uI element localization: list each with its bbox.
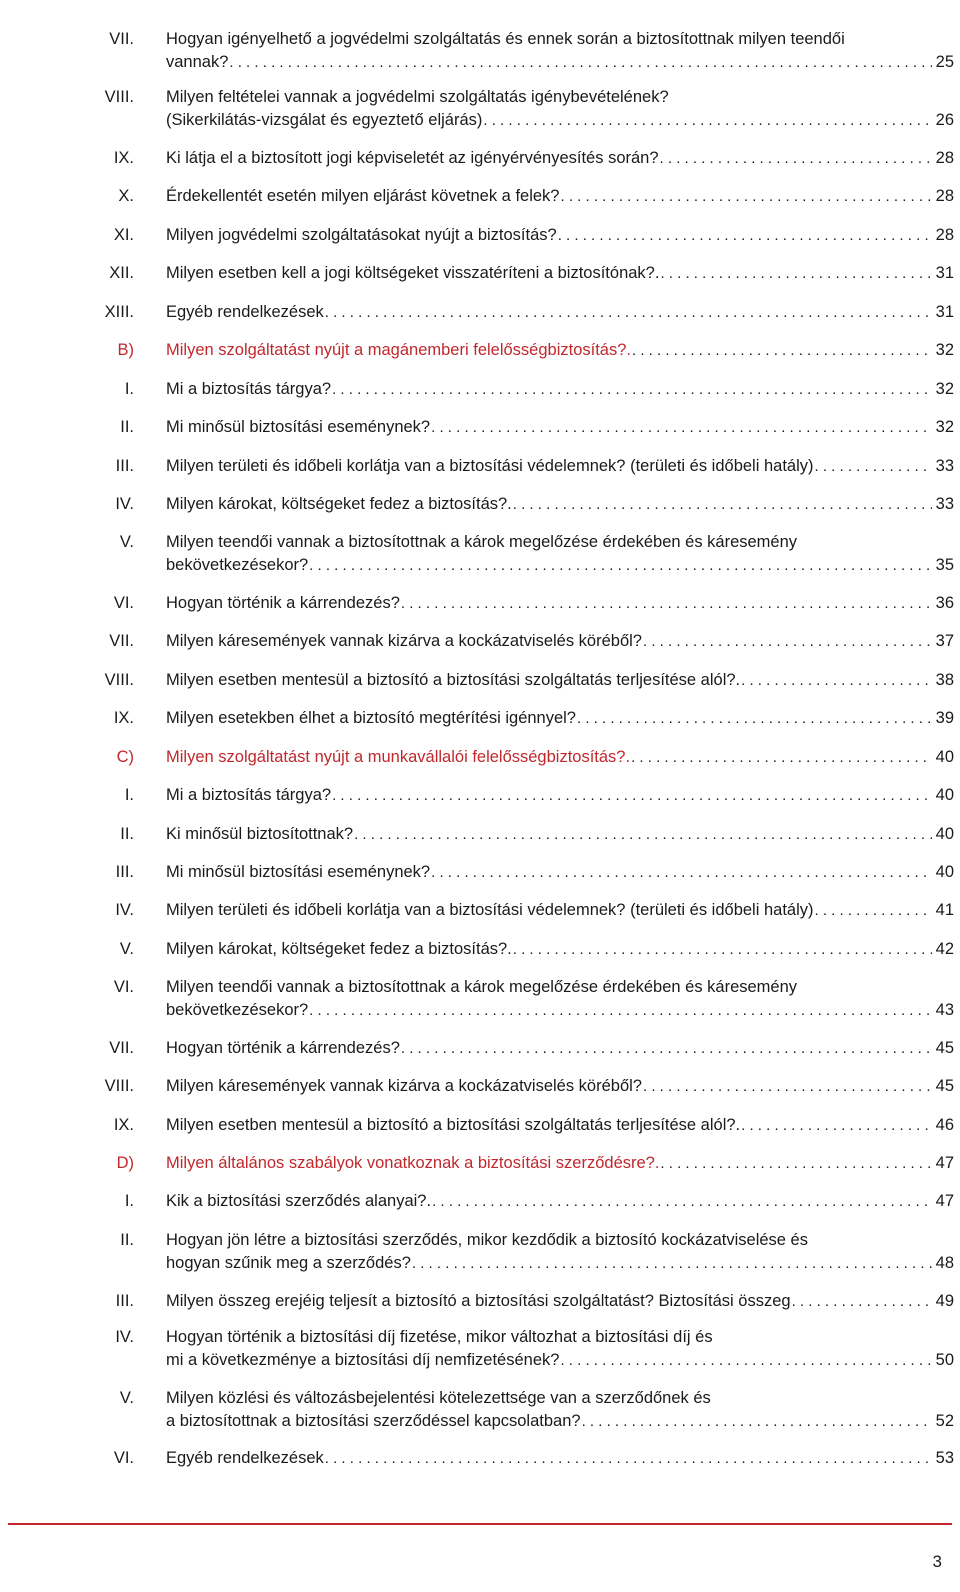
dot-leader bbox=[332, 784, 932, 807]
toc-entry-title: Mi a biztosítás tárgya? bbox=[166, 786, 332, 804]
toc-entry-body bbox=[166, 224, 954, 247]
toc-entry-line bbox=[166, 938, 954, 961]
dot-leader bbox=[632, 339, 932, 362]
dot-leader bbox=[401, 1037, 932, 1060]
toc-entry-line bbox=[166, 339, 954, 362]
toc-entry-body bbox=[166, 669, 954, 692]
toc-entry-page: 28 bbox=[935, 226, 954, 244]
dot-leader bbox=[432, 1190, 932, 1213]
toc-entry-page: 33 bbox=[935, 457, 954, 475]
toc-entry-line bbox=[166, 592, 954, 615]
toc-entry-line bbox=[166, 531, 954, 554]
toc-entry-line bbox=[166, 1229, 954, 1252]
toc-entry-title: Milyen esetekben élhet a biztosító megtérítési igénnyel? bbox=[166, 709, 576, 727]
toc-entry-body bbox=[166, 899, 954, 922]
toc-entry-number: IX. bbox=[113, 1116, 134, 1134]
toc-entry-page: 28 bbox=[935, 187, 954, 205]
toc-entry-page: 50 bbox=[935, 1351, 954, 1369]
toc-entry-number: V. bbox=[119, 533, 134, 551]
toc-entry-line bbox=[166, 1190, 954, 1213]
toc-entry-line bbox=[166, 224, 954, 247]
toc-entry-title: Egyéb rendelkezések bbox=[166, 1449, 324, 1467]
toc-entry-body bbox=[166, 1037, 954, 1060]
toc-entry-page: 28 bbox=[935, 149, 954, 167]
dot-leader bbox=[792, 1290, 932, 1313]
toc-entry-body bbox=[166, 493, 954, 516]
toc-entry-body bbox=[166, 746, 954, 769]
toc-entry-number: C) bbox=[116, 748, 134, 766]
dot-leader bbox=[741, 669, 932, 692]
toc-entry-title: mi a következménye a biztosítási díj nemfizetésének? bbox=[166, 1351, 560, 1369]
toc-entry-page: 45 bbox=[935, 1039, 954, 1057]
toc-entry-title: vannak? bbox=[166, 53, 229, 71]
toc-entry-title: Milyen káresemények vannak kizárva a kockázatviselés köréből? bbox=[166, 1077, 642, 1095]
toc-entry-number: XII. bbox=[109, 264, 134, 282]
toc-entry-line bbox=[166, 185, 954, 208]
toc-entry-line bbox=[166, 1114, 954, 1137]
toc-entry-page: 45 bbox=[935, 1077, 954, 1095]
toc-entry-title: bekövetkezésekor? bbox=[166, 556, 309, 574]
dot-leader bbox=[325, 1447, 932, 1470]
dot-leader bbox=[660, 1152, 931, 1175]
toc-entry-number: X. bbox=[118, 187, 134, 205]
dot-leader bbox=[660, 262, 931, 285]
toc-entry-line bbox=[166, 784, 954, 807]
toc-entry-line bbox=[166, 301, 954, 324]
dot-leader bbox=[431, 861, 932, 884]
dot-leader bbox=[483, 109, 931, 132]
toc-entry-body bbox=[166, 630, 954, 653]
toc-entry-title: Hogyan igényelhető a jogvédelmi szolgáltatás és ennek során a biztosítottnak milyen teendői bbox=[166, 30, 845, 48]
toc-entry-body bbox=[166, 86, 954, 132]
toc-entry-page: 49 bbox=[935, 1292, 954, 1310]
toc-entry-title: Milyen közlési és változásbejelentési kötelezettsége van a szerződőnek és bbox=[166, 1389, 711, 1407]
toc-entry-title: Mi minősül biztosítási eseménynek? bbox=[166, 863, 431, 881]
toc-entry-page: 46 bbox=[935, 1116, 954, 1134]
toc-entry-body bbox=[166, 823, 954, 846]
toc-entry-number: IX. bbox=[113, 149, 134, 167]
toc-entry-body bbox=[166, 339, 954, 362]
toc-entry-number: VII. bbox=[109, 632, 134, 650]
toc-entry-page: 40 bbox=[935, 863, 954, 881]
toc-entry-number: III. bbox=[115, 863, 134, 881]
toc-entry-page: 26 bbox=[935, 111, 954, 129]
dot-leader bbox=[560, 185, 931, 208]
dot-leader bbox=[229, 51, 931, 74]
dot-leader bbox=[513, 938, 932, 961]
toc-entry-title: Egyéb rendelkezések bbox=[166, 303, 324, 321]
toc-entry-number: IV. bbox=[115, 1328, 134, 1346]
toc-entry-number: III. bbox=[115, 1292, 134, 1310]
toc-entry-title: Hogyan jön létre a biztosítási szerződés, mikor kezdődik a biztosító kockázatviselése és bbox=[166, 1231, 808, 1249]
toc-entry-body bbox=[166, 592, 954, 615]
toc-entry-body bbox=[166, 455, 954, 478]
toc-entry-title: Mi a biztosítás tárgya? bbox=[166, 380, 332, 398]
toc-entry-line bbox=[166, 1410, 954, 1433]
toc-entry-number: IX. bbox=[113, 709, 134, 727]
toc-entry-line bbox=[166, 823, 954, 846]
dot-leader bbox=[643, 630, 932, 653]
toc-entry-page: 47 bbox=[935, 1192, 954, 1210]
toc-entry-number: V. bbox=[119, 1389, 134, 1407]
toc-entry-body bbox=[166, 147, 954, 170]
toc-entry-page: 25 bbox=[935, 53, 954, 71]
page-number: 3 bbox=[932, 1552, 942, 1571]
toc-entry-number: II. bbox=[120, 418, 134, 436]
dot-leader bbox=[643, 1075, 932, 1098]
toc-entry-title: Milyen károkat, költségeket fedez a biztosítás?. bbox=[166, 495, 512, 513]
toc-entry-line bbox=[166, 378, 954, 401]
toc-entry-line bbox=[166, 1290, 954, 1313]
dot-leader bbox=[354, 823, 932, 846]
toc-entry-page: 53 bbox=[935, 1449, 954, 1467]
toc-entry-page: 39 bbox=[935, 709, 954, 727]
toc-entry-body bbox=[166, 784, 954, 807]
dot-leader bbox=[513, 493, 932, 516]
toc-entry-title: Milyen esetben mentesül a biztosító a biztosítási szolgáltatás terljesítése alól?. bbox=[166, 671, 741, 689]
dot-leader bbox=[660, 147, 932, 170]
toc-entry-body bbox=[166, 1290, 954, 1313]
toc-entry-line bbox=[166, 416, 954, 439]
toc-entry-line bbox=[166, 669, 954, 692]
dot-leader bbox=[309, 554, 931, 577]
toc-entry-title: Milyen esetben kell a jogi költségeket visszatéríteni a biztosítónak?. bbox=[166, 264, 660, 282]
toc-entry-line bbox=[166, 1037, 954, 1060]
toc-entry-body bbox=[166, 531, 954, 577]
toc-entry-number: IV. bbox=[115, 901, 134, 919]
toc-entry-number: VI. bbox=[113, 594, 134, 612]
toc-entry-title: Milyen feltételei vannak a jogvédelmi szolgáltatás igénybevételének? bbox=[166, 88, 669, 106]
toc-entry-number: VIII. bbox=[104, 88, 134, 106]
toc-entry-number: II. bbox=[120, 825, 134, 843]
toc-entry-number: IV. bbox=[115, 495, 134, 513]
toc-entry-page: 52 bbox=[935, 1412, 954, 1430]
toc-entry-title: Milyen összeg erejéig teljesít a biztosító a biztosítási szolgáltatást? Biztosítási összeg bbox=[166, 1292, 791, 1310]
toc-entry-page: 38 bbox=[935, 671, 954, 689]
toc-entry-title: Milyen esetben mentesül a biztosító a biztosítási szolgáltatás terljesítése alól?. bbox=[166, 1116, 741, 1134]
dot-leader bbox=[631, 746, 932, 769]
toc-entry-number: III. bbox=[115, 457, 134, 475]
toc-entry-number: I. bbox=[124, 380, 134, 398]
toc-entry-title: Milyen teendői vannak a biztosítottnak a károk megelőzése érdekében és káresemény bbox=[166, 978, 798, 996]
toc-entry-body bbox=[166, 28, 954, 74]
toc-entry-line bbox=[166, 746, 954, 769]
toc-entry-line bbox=[166, 861, 954, 884]
toc-entry-number: V. bbox=[119, 940, 134, 958]
toc-entry-number: VIII. bbox=[104, 1077, 134, 1095]
dot-leader bbox=[332, 378, 932, 401]
dot-leader bbox=[741, 1114, 932, 1137]
toc-entry-body bbox=[166, 976, 954, 1022]
toc-entry-line bbox=[166, 1152, 954, 1175]
toc-entry-body bbox=[166, 1075, 954, 1098]
toc-entry-title: Milyen károkat, költségeket fedez a biztosítás?. bbox=[166, 940, 512, 958]
toc-entry-body bbox=[166, 1152, 954, 1175]
toc-entry-line bbox=[166, 630, 954, 653]
toc-entry-page: 31 bbox=[935, 264, 954, 282]
toc-entry-number: VI. bbox=[113, 978, 134, 996]
toc-entry-title: Milyen jogvédelmi szolgáltatásokat nyújt a biztosítás? bbox=[166, 226, 557, 244]
footer-rule bbox=[8, 1523, 952, 1525]
toc-entry-body bbox=[166, 1326, 954, 1372]
toc-entry-line bbox=[166, 147, 954, 170]
toc-entry-line bbox=[166, 262, 954, 285]
toc-entry-line bbox=[166, 1075, 954, 1098]
toc-entry-line bbox=[166, 1387, 954, 1410]
toc-entry-line bbox=[166, 899, 954, 922]
toc-entry-line bbox=[166, 999, 954, 1022]
dot-leader bbox=[309, 999, 931, 1022]
toc-entry-line bbox=[166, 51, 954, 74]
toc-entry-body bbox=[166, 378, 954, 401]
dot-leader bbox=[582, 1410, 932, 1433]
toc-entry-line bbox=[166, 1326, 954, 1349]
toc-entry-page: 40 bbox=[935, 748, 954, 766]
toc-entry-body bbox=[166, 938, 954, 961]
toc-entry-page: 41 bbox=[935, 901, 954, 919]
toc-entry-line bbox=[166, 455, 954, 478]
toc-entry-page: 40 bbox=[935, 786, 954, 804]
toc-entry-page: 47 bbox=[935, 1154, 954, 1172]
toc-entry-line bbox=[166, 707, 954, 730]
toc-entry-page: 36 bbox=[935, 594, 954, 612]
toc-entry-page: 33 bbox=[935, 495, 954, 513]
toc-entry-body bbox=[166, 861, 954, 884]
toc-entry-line bbox=[166, 1349, 954, 1372]
toc-entry-page: 32 bbox=[935, 380, 954, 398]
toc-entry-title: a biztosítottnak a biztosítási szerződéssel kapcsolatban? bbox=[166, 1412, 581, 1430]
toc-entry-line bbox=[166, 1447, 954, 1470]
toc-entry-title: bekövetkezésekor? bbox=[166, 1001, 309, 1019]
toc-entry-line bbox=[166, 28, 954, 51]
toc-entry-body bbox=[166, 707, 954, 730]
dot-leader bbox=[815, 455, 932, 478]
toc-entry-title: Milyen káresemények vannak kizárva a kockázatviselés köréből? bbox=[166, 632, 642, 650]
toc-entry-page: 42 bbox=[935, 940, 954, 958]
toc-entry-number: XI. bbox=[113, 226, 134, 244]
toc-entry-line bbox=[166, 109, 954, 132]
toc-entry-page: 32 bbox=[935, 341, 954, 359]
toc-entry-title: Milyen szolgáltatást nyújt a magánemberi felelősségbiztosítás?. bbox=[166, 341, 631, 359]
toc-entry-title: Milyen általános szabályok vonatkoznak a biztosítási szerződésre?. bbox=[166, 1154, 660, 1172]
toc-entry-number: VII. bbox=[109, 1039, 134, 1057]
toc-entry-body bbox=[166, 1190, 954, 1213]
toc-entry-number: VII. bbox=[109, 30, 134, 48]
toc-entry-title: Hogyan történik a kárrendezés? bbox=[166, 594, 400, 612]
dot-leader bbox=[558, 224, 932, 247]
toc-entry-title: Mi minősül biztosítási eseménynek? bbox=[166, 418, 431, 436]
toc-entry-number: I. bbox=[124, 1192, 134, 1210]
toc-entry-body bbox=[166, 301, 954, 324]
toc-entry-body bbox=[166, 416, 954, 439]
toc-entry-body bbox=[166, 1447, 954, 1470]
toc-entry-page: 31 bbox=[935, 303, 954, 321]
toc-entry-number: II. bbox=[120, 1231, 134, 1249]
toc-entry-page: 40 bbox=[935, 825, 954, 843]
toc-entry-title: Milyen szolgáltatást nyújt a munkavállalói felelősségbiztosítás?. bbox=[166, 748, 631, 766]
dot-leader bbox=[412, 1252, 932, 1275]
toc-entry-line bbox=[166, 554, 954, 577]
toc-entry-line bbox=[166, 493, 954, 516]
toc-entry-number: B) bbox=[117, 341, 134, 359]
toc-entry-title: (Sikerkilátás-vizsgálat és egyeztető eljárás) bbox=[166, 111, 483, 129]
toc-entry-title: Hogyan történik a biztosítási díj fizetése, mikor változhat a biztosítási díj és bbox=[166, 1328, 713, 1346]
toc-entry-page: 35 bbox=[935, 556, 954, 574]
dot-leader bbox=[577, 707, 932, 730]
toc-entry-body bbox=[166, 262, 954, 285]
dot-leader bbox=[560, 1349, 931, 1372]
toc-entry-body bbox=[166, 185, 954, 208]
toc-entry-number: D) bbox=[116, 1154, 134, 1172]
toc-entry-title: hogyan szűnik meg a szerződés? bbox=[166, 1254, 411, 1272]
toc-entry-title: Milyen teendői vannak a biztosítottnak a károk megelőzése érdekében és káresemény bbox=[166, 533, 798, 551]
toc-entry-number: VIII. bbox=[104, 671, 134, 689]
toc-entry-title: Érdekellentét esetén milyen eljárást követnek a felek? bbox=[166, 187, 560, 205]
toc-entry-number: XIII. bbox=[104, 303, 134, 321]
toc-entry-number: I. bbox=[124, 786, 134, 804]
toc-entry-body bbox=[166, 1114, 954, 1137]
toc-entry-number: VI. bbox=[113, 1449, 134, 1467]
toc-entry-line bbox=[166, 976, 954, 999]
toc-entry-title: Ki látja el a biztosított jogi képviseletét az igényérvényesítés során? bbox=[166, 149, 659, 167]
toc-entry-title: Ki minősül biztosítottnak? bbox=[166, 825, 354, 843]
dot-leader bbox=[401, 592, 932, 615]
toc-entry-page: 37 bbox=[935, 632, 954, 650]
toc-entry-page: 43 bbox=[935, 1001, 954, 1019]
toc-entry-title: Milyen területi és időbeli korlátja van a biztosítási védelemnek? (területi és időbeli hatály) bbox=[166, 901, 814, 919]
toc-entry-line bbox=[166, 86, 954, 109]
toc-entry-title: Hogyan történik a kárrendezés? bbox=[166, 1039, 400, 1057]
toc-entry-line bbox=[166, 1252, 954, 1275]
dot-leader bbox=[431, 416, 932, 439]
toc-entry-page: 32 bbox=[935, 418, 954, 436]
toc-entry-title: Kik a biztosítási szerződés alanyai?. bbox=[166, 1192, 432, 1210]
toc-entry-body bbox=[166, 1229, 954, 1275]
dot-leader bbox=[325, 301, 932, 324]
dot-leader bbox=[815, 899, 932, 922]
toc-entry-page: 48 bbox=[935, 1254, 954, 1272]
toc-entry-title: Milyen területi és időbeli korlátja van a biztosítási védelemnek? (területi és időbeli hatály) bbox=[166, 457, 814, 475]
toc-entry-body bbox=[166, 1387, 954, 1433]
